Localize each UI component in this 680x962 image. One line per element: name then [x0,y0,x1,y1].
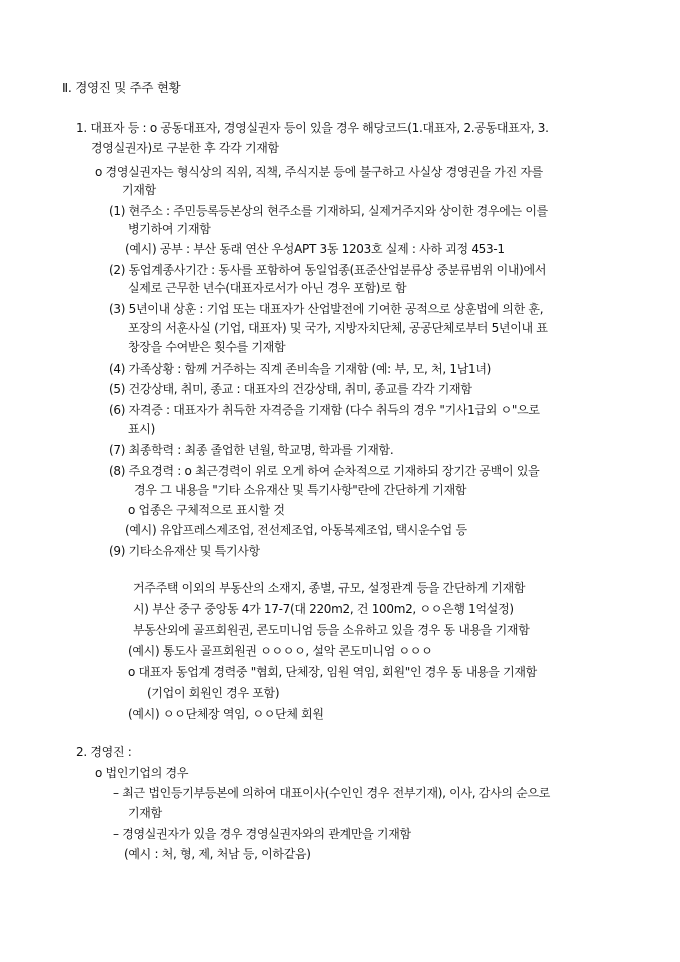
sub7: (7) 최종학력 : 최종 졸업한 년월, 학교명, 학과를 기재함. [109,443,394,457]
sub2-line1: (2) 동업계종사기간 : 동사를 포함하여 동일업종(표준산업분류상 중분류범위 이내)에서 [109,263,547,277]
sub8-example: (예시) 유압프레스제조업, 전선제조업, 아동복제조업, 택시운수업 등 [125,523,467,537]
sub8-line1: (8) 주요경력 : ο 최근경력이 위로 오게 하여 순차적으로 기재하되 장기간 공백이 있을 [109,464,540,478]
item2-dash1-line2: 기재함 [128,806,162,820]
item1-line1: 1. 대표자 등 : ο 공동대표자, 경영실권자 등이 있을 경우 해당코드(1.대표자, 2.공동대표자, 3. [76,121,549,135]
sub6-line1: (6) 자격증 : 대표자가 취득한 자격증을 기재함 (다수 취득의 경우 "기사1급외 ㅇ"으로 [109,403,540,417]
sub3-line2: 포장의 서훈사실 (기업, 대표자) 및 국가, 지방자치단체, 공공단체로부터 5년이내 표 [128,321,548,335]
item2-dash2-example: (예시 : 처, 형, 제, 처남 등, 이하같음) [124,847,311,861]
sub3-line3: 창장을 수여받은 횟수를 기재함 [128,340,286,354]
sub5: (5) 건강상태, 취미, 종교 : 대표자의 건강상태, 취미, 종교를 각각 기재함 [109,382,472,396]
sub9-para3: 부동산외에 골프회원권, 콘도미니엄 등을 소유하고 있을 경우 동 내용을 기재함 [133,623,530,637]
sub8-line3: ο 업종은 구체적으로 표시할 것 [128,503,285,517]
item1-note1-line2: 기재함 [122,183,156,197]
sub9-para5-line2: (기업이 회원인 경우 포함) [147,686,280,700]
sub6-line2: 표시) [128,422,155,436]
sub1-example: (예시) 공부 : 부산 동래 연산 우성APT 3동 1203호 실제 : 사하 괴정 453-1 [125,242,505,256]
item2-dash2: – 경영실권자가 있을 경우 경영실권자와의 관계만을 기재함 [113,827,411,841]
sub1-line1: (1) 현주소 : 주민등록등본상의 현주소를 기재하되, 실제거주지와 상이한 경우에는 이를 [109,204,548,218]
sub9-para1: 거주주택 이외의 부동산의 소재지, 종별, 규모, 설정관계 등을 간단하게 기재함 [133,581,526,595]
item2-dash1-line1: – 최근 법인등기부등본에 의하여 대표이사(수인인 경우 전부기재), 이사, 감사의 순으로 [113,786,551,800]
item1-note1-line1: ο 경영실권자는 형식상의 직위, 직책, 주식지분 등에 불구하고 사실상 경영권을 가진 자를 [95,165,543,179]
item2-corp: ο 법인기업의 경우 [95,766,189,780]
section-title: Ⅱ. 경영진 및 주주 현황 [62,80,181,95]
sub4: (4) 가족상황 : 함께 거주하는 직계 존비속을 기재함 (예: 부, 모, 처, 1남1녀) [109,362,492,376]
item1-line2: 경영실권자)로 구분한 후 각각 기재함 [91,141,279,155]
sub9-para6: (예시) ㅇㅇ단체장 역임, ㅇㅇ단체 회원 [128,707,324,721]
sub9-para5-line1: ο 대표자 동업계 경력중 "협회, 단체장, 임원 역임, 회원"인 경우 동 내용을 기재함 [128,665,537,679]
sub3-line1: (3) 5년이내 상훈 : 기업 또는 대표자가 산업발전에 기여한 공적으로 상훈법에 의한 훈, [109,302,544,316]
sub9-para2: 시) 부산 중구 중앙동 4가 17-7(대 220m2, 건 100m2, ㅇㅇ은행 1억설정) [133,602,514,616]
sub9: (9) 기타소유재산 및 특기사항 [109,544,260,558]
sub1-line2: 병기하여 기재함 [128,222,211,236]
sub8-line2: 경우 그 내용을 "기타 소유재산 및 특기사항"란에 간단하게 기재함 [134,483,467,497]
sub2-line2: 실제로 근무한 년수(대표자로서가 아닌 경우 포함)로 함 [128,281,407,295]
sub9-para4: (예시) 통도사 골프회원권 ㅇㅇㅇㅇ, 설악 콘도미니엄 ㅇㅇㅇ [128,644,433,658]
item2-title: 2. 경영진 : [76,745,132,759]
